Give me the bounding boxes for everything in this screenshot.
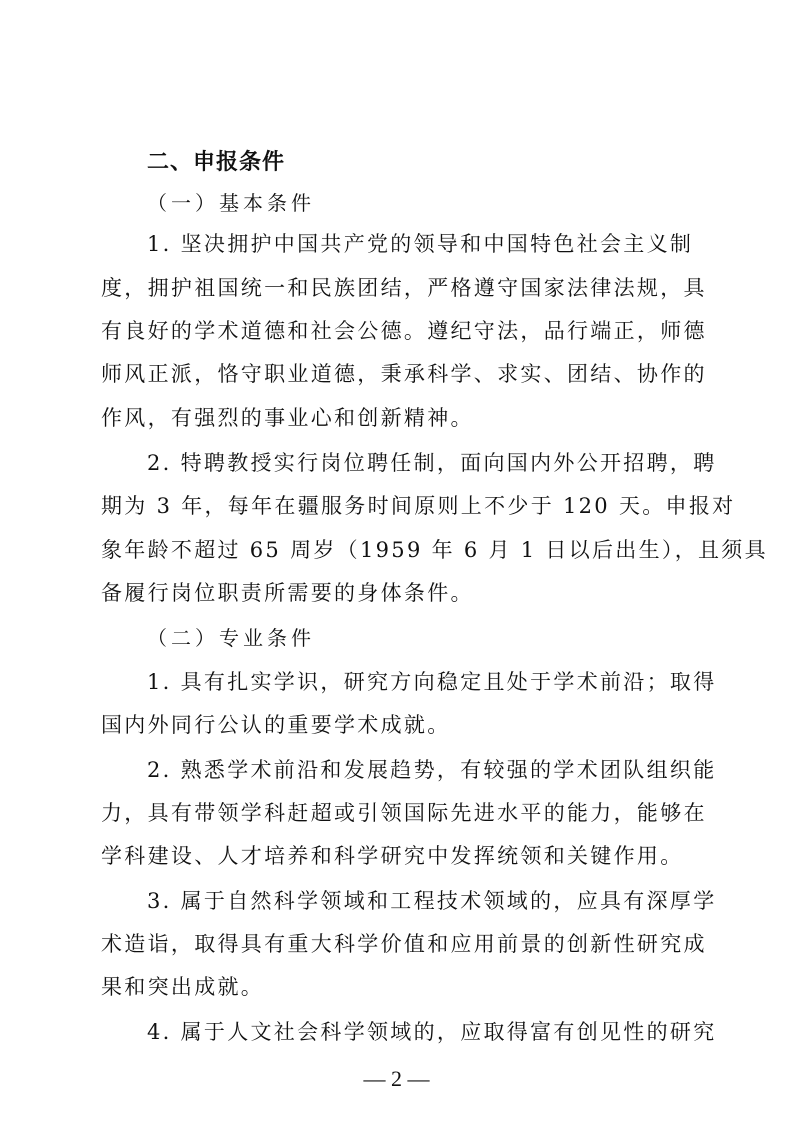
paragraph-line: 果和突出成就。 [101, 975, 265, 999]
section-heading: 二、申报条件 [147, 150, 286, 175]
paragraph-line: 国内外同行公认的重要学术成就。 [101, 713, 451, 737]
page-number: — 2 — [363, 1066, 430, 1091]
paragraph-line: 象年龄不超过 65 周岁（1959 年 6 月 1 日以后出生），且须具 [101, 538, 768, 562]
subsection-basic-conditions: （一）基本条件 [147, 191, 315, 215]
paragraph-line: 4. 属于人文社会科学领域的，应取得富有创见性的研究 [147, 1020, 717, 1044]
paragraph-line: 3. 属于自然科学领域和工程技术领域的，应具有深厚学 [147, 889, 717, 913]
paragraph-line: 术造诣，取得具有重大科学价值和应用前景的创新性研究成 [101, 932, 707, 956]
paragraph-line: 2. 特聘教授实行岗位聘任制，面向国内外公开招聘，聘 [147, 451, 717, 475]
paragraph-line: 师风正派，恪守职业道德，秉承科学、求实、团结、协作的 [101, 362, 707, 386]
paragraph-line: 学科建设、人才培养和科学研究中发挥统领和关键作用。 [101, 844, 684, 868]
paragraph-line: 度，拥护祖国统一和民族团结，严格遵守国家法律法规，具 [101, 276, 707, 300]
paragraph-line: 备履行岗位职责所需要的身体条件。 [101, 581, 474, 605]
paragraph-line: 作风，有强烈的事业心和创新精神。 [101, 406, 474, 430]
paragraph-line: 力，具有带领学科赶超或引领国际先进水平的能力，能够在 [101, 801, 707, 825]
paragraph-line: 期为 3 年，每年在疆服务时间原则上不少于 120 天。申报对 [101, 494, 736, 518]
subsection-professional-conditions: （二）专业条件 [147, 626, 315, 650]
paragraph-line: 有良好的学术道德和社会公德。遵纪守法，品行端正，师德 [101, 319, 707, 343]
paragraph-line: 1. 坚决拥护中国共产党的领导和中国特色社会主义制 [147, 232, 694, 256]
paragraph-line: 2. 熟悉学术前沿和发展趋势，有较强的学术团队组织能 [147, 758, 717, 782]
paragraph-line: 1. 具有扎实学识，研究方向稳定且处于学术前沿；取得 [147, 670, 717, 694]
